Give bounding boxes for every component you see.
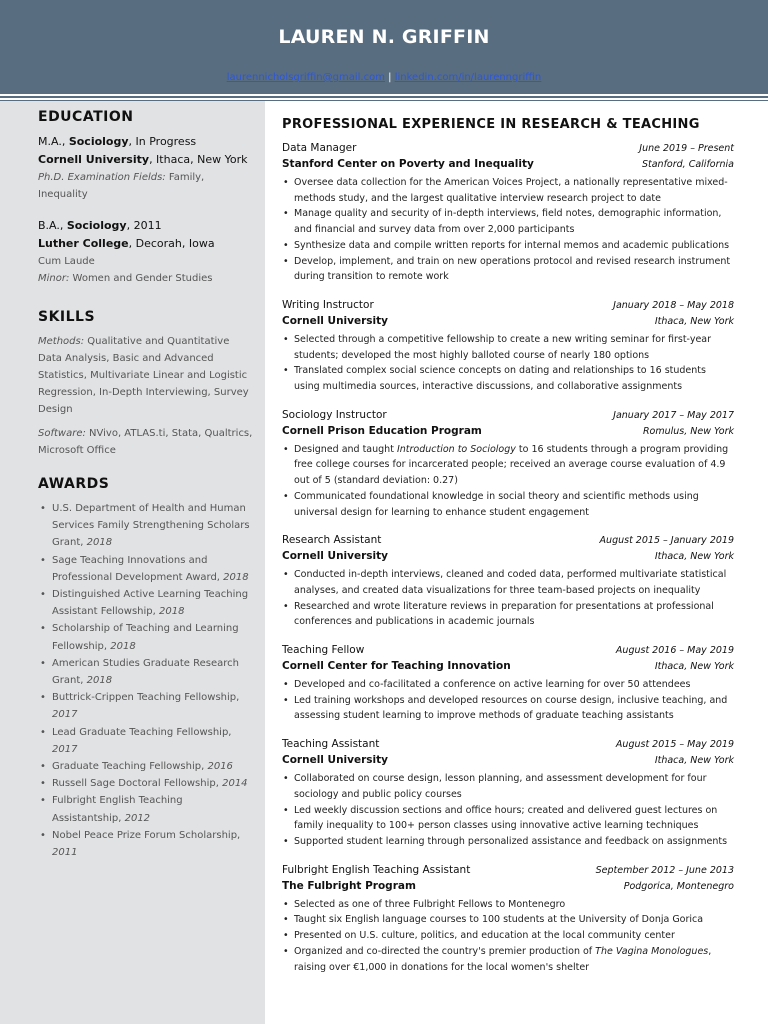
email-link[interactable]: laurennicholsgriffin@gmail.com [226, 72, 385, 83]
ma-degree: M.A., Sociology, In Progress [38, 135, 197, 148]
awards-list [38, 500, 253, 861]
contact-line [0, 72, 768, 83]
award-item: • Buttrick-Crippen Teaching Fellowship, 2017 [38, 689, 253, 723]
job-dates: January 2018 – May 2018 [613, 299, 734, 311]
bullet-item: • Conducted in-depth interviews, cleaned and coded data, performed multivariate statistical analyses, and created data visualizations for three team-based projects on inequality [282, 567, 734, 598]
job-entry [282, 738, 734, 850]
bullet-item: • Researched and wrote literature reviews in preparation for presentations at professional conferences and publications in academic journals [282, 599, 734, 630]
job-organization: Cornell University [282, 754, 389, 767]
award-item: • Graduate Teaching Fellowship, 2016 [38, 758, 253, 775]
job-entry [282, 299, 734, 395]
experience-section [282, 117, 734, 989]
bullet-item: • Oversee data collection for the American Voices Project, a nationally representative mixed-methods study, and the largest qualitative interview research project to date [282, 175, 734, 206]
award-item: • Nobel Peace Prize Forum Scholarship, 2011 [38, 827, 253, 861]
ba-school: Luther College, Decorah, Iowa [38, 237, 215, 250]
job-organization: Cornell Center for Teaching Innovation [282, 660, 511, 673]
job-dates: September 2012 – June 2013 [595, 864, 734, 876]
bullet-item: • Translated complex social science concepts on dating and relationships to 16 students using multimedia sources, interactive discussions, and collaborative assignments [282, 363, 734, 394]
bullet-item: • Taught six English language courses to 100 students at the University of Donja Gorica [282, 912, 734, 928]
job-dates: August 2015 – May 2019 [615, 739, 734, 751]
job-bullets [282, 332, 734, 395]
job-bullets [282, 567, 734, 630]
award-item: • Scholarship of Teaching and Learning Fellowship, 2018 [38, 620, 253, 654]
ma-school: Cornell University, Ithaca, New York [38, 153, 248, 166]
bullet-item: • Selected through a competitive fellowship to create a new writing seminar for first-year students; developed the most highly balloted course of nearly 180 options [282, 332, 734, 363]
bullet-item: • Synthesize data and compile written reports for internal memos and academic publications [282, 238, 734, 254]
job-title: Sociology Instructor [282, 408, 387, 421]
job-bullets [282, 175, 734, 285]
ba-honor: Cum Laude [38, 256, 95, 267]
job-organization: Cornell University [282, 314, 389, 327]
job-location: Stanford, California [641, 159, 734, 170]
job-bullets [282, 897, 734, 976]
bullet-item: • Collaborated on course design, lesson planning, and assessment development for four sociology and public policy courses [282, 771, 734, 802]
header-banner [0, 0, 768, 94]
job-title: Research Assistant [282, 534, 382, 547]
job-title: Fulbright English Teaching Assistant [282, 863, 471, 876]
header-divider [0, 96, 768, 98]
contact-separator: | [388, 72, 392, 83]
job-dates: August 2015 – January 2019 [599, 535, 734, 547]
bullet-item: • Led training workshops and developed resources on course design, inclusive teaching, and assessing student learning to improve methods of graduate teaching assistants [282, 693, 734, 724]
bullet-item: • Selected as one of three Fulbright Fellows to Montenegro [282, 897, 734, 913]
bullet-item: • Organized and co-directed the country's premier production of The Vagina Monologues, raising over €1,000 in donations for the local women's shelter [282, 944, 734, 975]
candidate-name: LAUREN N. GRIFFIN [278, 26, 490, 48]
job-dates: June 2019 – Present [639, 143, 734, 154]
awards-heading: AWARDS [38, 476, 110, 492]
job-bullets [282, 677, 734, 724]
job-location: Romulus, New York [642, 425, 734, 437]
job-title: Writing Instructor [282, 298, 374, 311]
job-title: Teaching Fellow [282, 644, 365, 657]
job-entry [282, 864, 734, 976]
award-item: • Fulbright English Teaching Assistantship, 2012 [38, 792, 253, 826]
award-item: • Russell Sage Doctoral Fellowship, 2014 [38, 775, 253, 792]
bullet-item: • Develop, implement, and train on new operations protocol and revised research instrument during transition to remote work [282, 254, 734, 285]
job-bullets [282, 442, 734, 521]
job-location: Ithaca, New York [654, 661, 734, 673]
job-dates: January 2017 – May 2017 [613, 409, 734, 421]
job-organization: Cornell Prison Education Program [282, 424, 482, 437]
bullet-item: • Presented on U.S. culture, politics, and education at the local community center [282, 928, 734, 944]
bullet-item: • Communicated foundational knowledge in social theory and scientific methods using universal design for learning to enhance student engagement [282, 489, 734, 520]
ba-minor: Minor: Women and Gender Studies [38, 273, 213, 284]
bullet-item: • Designed and taught Introduction to Sociology to 16 students through a program providing free college courses for incarcerated people; received an average course evaluation of 4.9 out of 5 (standard deviation: 0.27) [282, 442, 734, 489]
skills-methods: Methods: Qualitative and Quantitative Data Analysis, Basic and Advanced Statistics, Multivariate Linear and Logistic Regression, In-Depth Interviewing, Survey Design [38, 336, 249, 415]
bullet-item: • Led weekly discussion sections and office hours; created and delivered guest lectures on family inequality to 100+ person classes using innovative active learning techniques [282, 803, 734, 834]
job-entry [282, 142, 734, 285]
skills-software: Software: NVivo, ATLAS.ti, Stata, Qualtrics, Microsoft Office [38, 428, 253, 456]
ma-exam-fields: Ph.D. Examination Fields: Family, Inequality [38, 172, 205, 200]
award-item: • U.S. Department of Health and Human Services Family Strengthening Scholars Grant, 2018 [38, 500, 253, 552]
bullet-item: • Developed and co-facilitated a conference on active learning for over 50 attendees [282, 677, 734, 693]
skills-heading: SKILLS [38, 309, 96, 325]
award-item: • Distinguished Active Learning Teaching Assistant Fellowship, 2018 [38, 586, 253, 620]
award-item: • Lead Graduate Teaching Fellowship, 2017 [38, 724, 253, 758]
job-entry [282, 534, 734, 630]
ba-degree: B.A., Sociology, 2011 [38, 219, 162, 232]
bullet-item: • Supported student learning through personalized assistance and feedback on assignments [282, 834, 734, 850]
job-organization: Cornell University [282, 550, 389, 563]
job-organization: The Fulbright Program [282, 879, 416, 892]
job-entry [282, 409, 734, 521]
job-dates: August 2016 – May 2019 [615, 645, 734, 657]
education-heading: EDUCATION [38, 109, 134, 125]
job-location: Ithaca, New York [654, 755, 734, 767]
job-title: Teaching Assistant [282, 738, 380, 751]
sidebar [0, 101, 265, 1024]
award-item: • Sage Teaching Innovations and Professional Development Award, 2018 [38, 552, 253, 586]
job-location: Ithaca, New York [654, 315, 734, 327]
job-entry [282, 644, 734, 724]
linkedin-link[interactable]: linkedin.com/in/laurenngriffin [394, 72, 542, 83]
job-location: Ithaca, New York [654, 551, 734, 563]
experience-heading: PROFESSIONAL EXPERIENCE IN RESEARCH & TEACHING [282, 117, 700, 132]
award-item: • American Studies Graduate Research Grant, 2018 [38, 655, 253, 689]
job-location: Podgorica, Montenegro [623, 880, 734, 892]
job-organization: Stanford Center on Poverty and Inequality [282, 158, 534, 170]
job-title: Data Manager [282, 142, 357, 154]
bullet-item: • Manage quality and security of in-depth interviews, field notes, demographic information, and financial and survey data from over 2,000 participants [282, 206, 734, 237]
job-bullets [282, 771, 734, 850]
